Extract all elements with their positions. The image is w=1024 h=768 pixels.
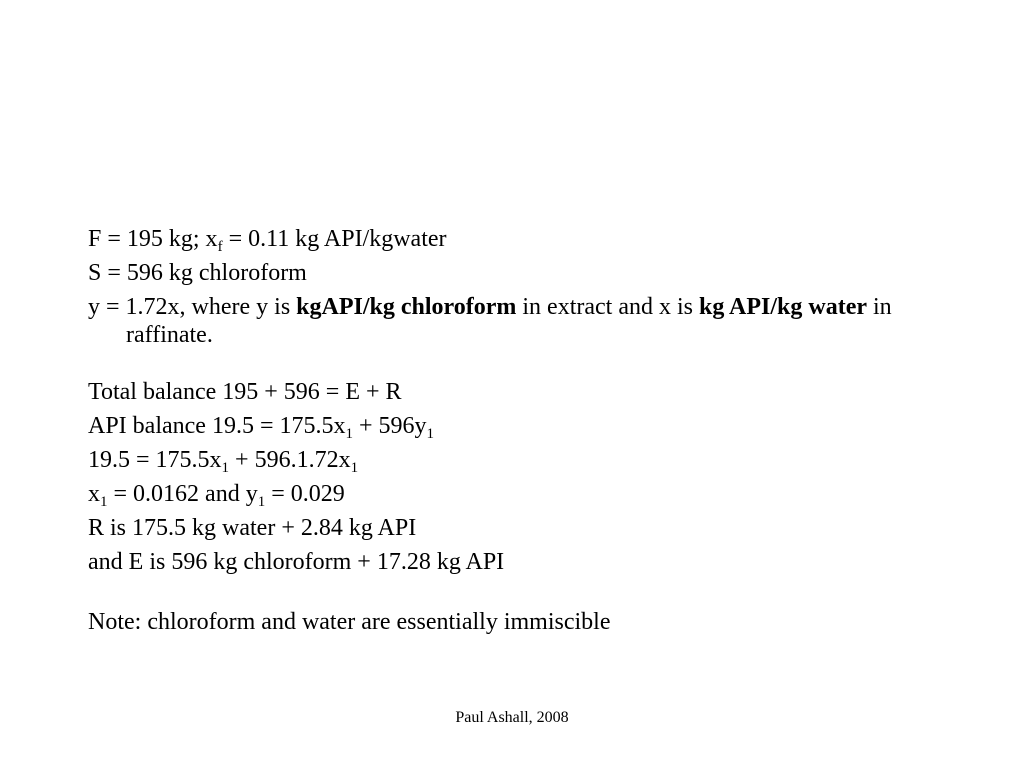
spacer: [88, 579, 948, 605]
substitution-subscript-2: 1: [350, 460, 359, 476]
substitution-subscript-1: 1: [221, 460, 230, 476]
equilibrium-text: y = 1.72x, where y is: [88, 294, 297, 320]
solvent-line: [88, 256, 948, 290]
slide-body: [88, 222, 948, 639]
equilibrium-line: [88, 293, 948, 349]
substitution-line: [88, 443, 948, 477]
result-line: [88, 477, 948, 511]
substitution-text-mid: + 596.1.72x: [229, 447, 351, 473]
raffinate-units: kg API/kg water: [699, 294, 868, 320]
total-balance-text: Total balance 195 + 596 = E + R: [88, 379, 402, 405]
result-text-mid: = 0.0162 and y: [107, 481, 258, 507]
slide-footer: Paul Ashall, 2008: [455, 709, 569, 726]
solvent-text: S = 596 kg chloroform: [88, 260, 307, 286]
feed-subscript: f: [217, 239, 223, 255]
feed-text-end: = 0.11 kg API/kgwater: [222, 226, 447, 252]
raffinate-text: R is 175.5 kg water + 2.84 kg API: [88, 515, 417, 541]
api-balance-text-mid: + 596y: [352, 413, 427, 439]
api-subscript-x: 1: [345, 426, 353, 442]
extract-line: [88, 545, 948, 579]
substitution-text: 19.5 = 175.5x: [88, 447, 222, 473]
result-text-end: = 0.029: [265, 481, 345, 507]
feed-text: F = 195 kg; x: [88, 226, 218, 252]
note-line: [88, 605, 948, 639]
feed-line: [88, 222, 948, 256]
equilibrium-text-end: in raffinate.: [126, 294, 892, 348]
result-subscript-y: 1: [257, 494, 266, 510]
result-text: x: [88, 481, 100, 507]
api-balance-line: [88, 409, 948, 443]
equilibrium-text-mid: in extract and x is: [516, 294, 700, 320]
spacer: [88, 349, 948, 375]
raffinate-line: [88, 511, 948, 545]
total-balance-line: [88, 375, 948, 409]
extract-units: kgAPI/kg chloroform: [296, 294, 517, 320]
note-text: Note: chloroform and water are essentially immiscible: [88, 609, 611, 635]
extract-text: and E is 596 kg chloroform + 17.28 kg API: [88, 549, 505, 575]
result-subscript-x: 1: [100, 494, 108, 510]
api-balance-text: API balance 19.5 = 175.5x: [88, 413, 346, 439]
api-subscript-y: 1: [426, 426, 435, 442]
